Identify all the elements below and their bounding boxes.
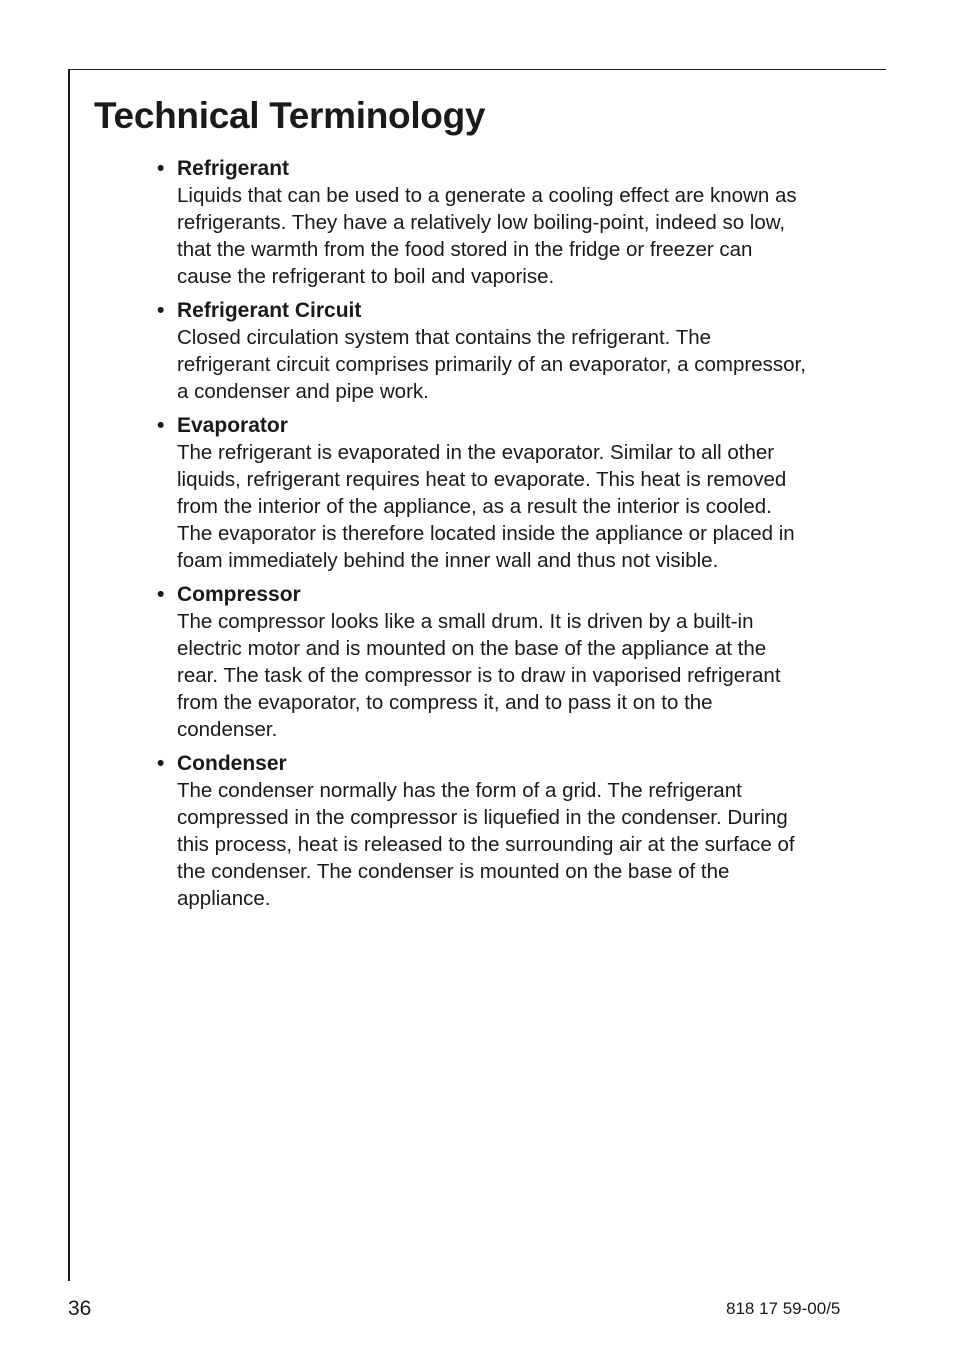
description-line: rear. The task of the compressor is to draw in vaporised refrigerant (177, 664, 781, 687)
description-line: that the warmth from the food stored in the fridge or freezer can (177, 238, 753, 261)
description-line: electric motor and is mounted on the base of the appliance at the (177, 637, 767, 660)
description-line: The condenser normally has the form of a grid. The refrigerant (177, 779, 742, 802)
bullet: • (157, 414, 165, 437)
description-line: from the interior of the appliance, as a result the interior is cooled. (177, 495, 772, 518)
bullet: • (157, 157, 165, 180)
term-item-evaporator (157, 412, 862, 574)
description-line: compressed in the compressor is liquefied in the condenser. During (177, 806, 788, 829)
term-description (177, 608, 862, 743)
description-line: from the evaporator, to compress it, and to pass it on to the (177, 691, 713, 714)
document-code: 818 17 59-00/5 (726, 1299, 841, 1318)
bullet: • (157, 299, 165, 322)
description-line: The compressor looks like a small drum. It is driven by a built-in (177, 610, 754, 633)
description-line: The evaporator is therefore located inside the appliance or placed in (177, 522, 795, 545)
description-line: Closed circulation system that contains the refrigerant. The (177, 326, 712, 349)
term-item-compressor (157, 581, 862, 743)
description-line: appliance. (177, 887, 271, 910)
description-line: refrigerants. They have a relatively low boiling-point, indeed so low, (177, 211, 786, 234)
description-line: Liquids that can be used to a generate a cooling effect are known as (177, 184, 797, 207)
bullet: • (157, 752, 165, 775)
bullet: • (157, 583, 165, 606)
left-rule (68, 69, 70, 1281)
description-line: condenser. (177, 718, 278, 741)
page-title: Technical Terminology (94, 95, 486, 136)
term-list (157, 155, 862, 919)
page-number: 36 (68, 1297, 92, 1320)
description-line: cause the refrigerant to boil and vaporise. (177, 265, 555, 288)
term-description (177, 324, 862, 405)
term-description (177, 182, 862, 290)
term-description (177, 777, 862, 912)
description-line: refrigerant circuit comprises primarily of an evaporator, a compressor, (177, 353, 806, 376)
term-item-condenser (157, 750, 862, 912)
description-line: a condenser and pipe work. (177, 380, 429, 403)
top-rule (68, 69, 886, 70)
description-line: The refrigerant is evaporated in the evaporator. Similar to all other (177, 441, 775, 464)
term-description (177, 439, 862, 574)
description-line: foam immediately behind the inner wall and thus not visible. (177, 549, 719, 572)
term-item-refrigerant (157, 155, 862, 290)
description-line: the condenser. The condenser is mounted on the base of the (177, 860, 730, 883)
term-title: Refrigerant (177, 157, 290, 180)
term-title: Compressor (177, 583, 301, 606)
term-title: Refrigerant Circuit (177, 299, 362, 322)
description-line: this process, heat is released to the surrounding air at the surface of (177, 833, 795, 856)
description-line: liquids, refrigerant requires heat to evaporate. This heat is removed (177, 468, 787, 491)
term-item-refrigerant-circuit (157, 297, 862, 405)
term-title: Evaporator (177, 414, 288, 437)
term-title: Condenser (177, 752, 287, 775)
